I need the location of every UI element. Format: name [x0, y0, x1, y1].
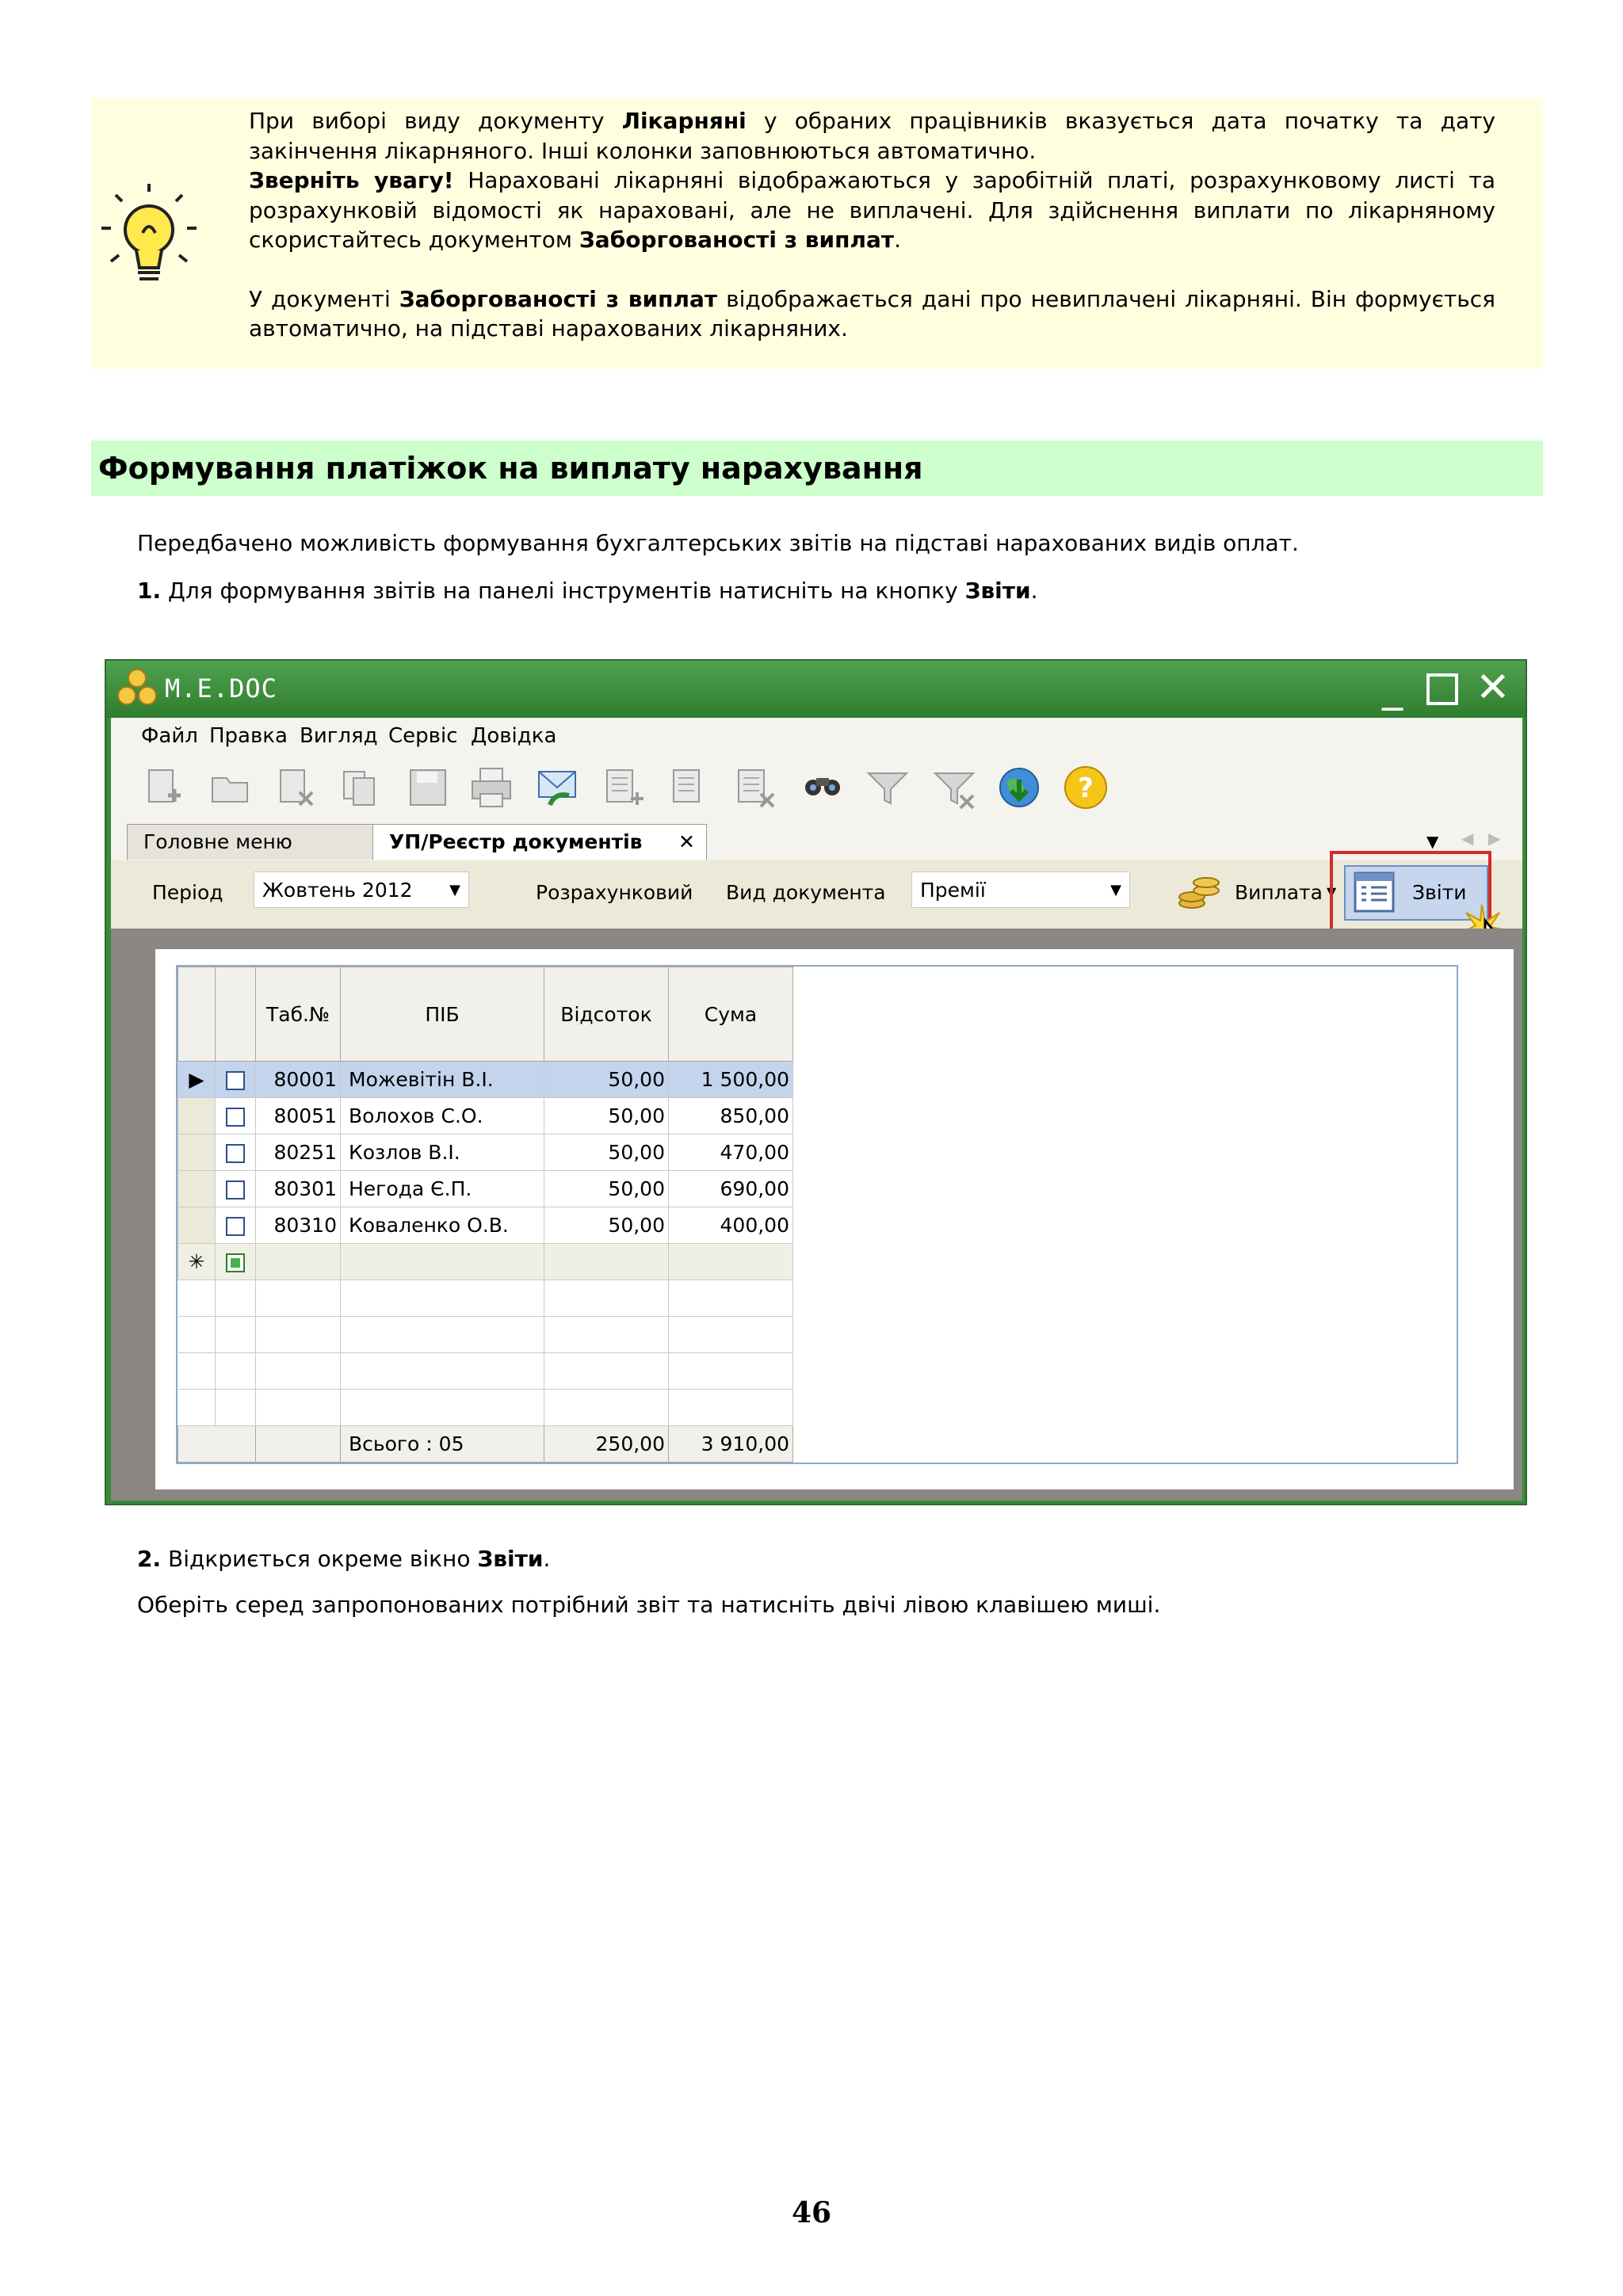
minimize-button[interactable]: _	[1382, 664, 1403, 711]
total-sum: 3 910,00	[669, 1426, 793, 1463]
step-2: 2. Відкриється окреме вікно Звіти.	[137, 1546, 551, 1572]
tab-main-menu[interactable]	[127, 824, 398, 860]
report-list-icon	[1350, 868, 1398, 916]
delete-document-icon[interactable]	[271, 764, 319, 811]
tab-number-cell: 80251	[256, 1135, 341, 1171]
name-cell: Можевітін В.І.	[341, 1062, 544, 1098]
table-row[interactable]	[178, 1062, 793, 1098]
document-type-select[interactable]	[911, 871, 1130, 908]
sum-cell: 400,00	[669, 1207, 793, 1244]
filter-icon[interactable]	[864, 764, 911, 811]
col-sum[interactable]: Сума	[669, 967, 793, 1062]
help-icon[interactable]	[1062, 764, 1109, 811]
coins-icon	[1174, 867, 1222, 914]
sum-cell: 850,00	[669, 1098, 793, 1135]
mail-refresh-icon[interactable]	[534, 764, 582, 811]
section-title: Формування платіжок на виплату нарахування	[98, 451, 923, 486]
open-folder-icon[interactable]	[206, 764, 254, 811]
intro-paragraph: Передбачено можливість формування бухгалтерських звітів на підставі нарахованих видів оплат.	[137, 530, 1299, 556]
app-title: M.E.DOC	[165, 673, 277, 704]
tab-scroll-left-icon[interactable]: ◀	[1461, 829, 1474, 848]
name-cell: Волохов С.О.	[341, 1098, 544, 1135]
edit-row-icon[interactable]	[666, 764, 713, 811]
new-row-asterisk-icon: ✳	[178, 1244, 216, 1280]
tab-scroll-right-icon[interactable]: ▶	[1488, 829, 1501, 848]
choose-report-paragraph: Оберіть серед запропонованих потрібний звіт та натисніть двічі лівою клавішею миші.	[137, 1592, 1161, 1618]
menu-service[interactable]: Сервіс	[388, 724, 458, 748]
percent-cell: 50,00	[544, 1171, 669, 1207]
row-checkbox[interactable]	[216, 1171, 256, 1207]
step-1: 1. Для формування звітів на панелі інструментів натисніть на кнопку Звіти.	[137, 578, 1038, 604]
employees-grid	[178, 967, 793, 1463]
tab-number-cell: 80001	[256, 1062, 341, 1098]
col-tab-number[interactable]: Таб.№	[256, 967, 341, 1062]
row-indicator	[178, 1098, 216, 1135]
chevron-down-icon: ▼	[1110, 882, 1121, 898]
table-row[interactable]	[178, 1135, 793, 1171]
title-bar	[106, 661, 1526, 718]
name-cell: Коваленко О.В.	[341, 1207, 544, 1244]
menu-view[interactable]: Вигляд	[300, 724, 378, 748]
row-checkbox[interactable]	[216, 1098, 256, 1135]
row-checkbox[interactable]	[216, 1135, 256, 1171]
table-row[interactable]	[178, 1098, 793, 1135]
tab-number-cell: 80301	[256, 1171, 341, 1207]
name-cell: Негода Є.П.	[341, 1171, 544, 1207]
table-row[interactable]	[178, 1171, 793, 1207]
reports-button-label: Звіти	[1412, 881, 1467, 904]
current-row-icon: ▶	[178, 1062, 216, 1098]
globe-update-icon[interactable]	[995, 764, 1043, 811]
period-label: Період	[152, 881, 223, 904]
row-indicator	[178, 1135, 216, 1171]
menu-help[interactable]: Довідка	[471, 724, 557, 748]
percent-cell: 50,00	[544, 1207, 669, 1244]
new-row[interactable]	[178, 1244, 793, 1280]
empty-cell[interactable]	[341, 1244, 544, 1280]
percent-cell: 50,00	[544, 1135, 669, 1171]
row-indicator	[178, 1207, 216, 1244]
app-logo-icon	[116, 667, 158, 710]
sum-cell: 690,00	[669, 1171, 793, 1207]
row-indicator-header	[178, 967, 216, 1062]
sum-cell: 1 500,00	[669, 1062, 793, 1098]
maximize-button[interactable]	[1426, 673, 1458, 705]
svg-text:?: ?	[1078, 772, 1094, 804]
chevron-down-icon: ▼	[449, 882, 460, 898]
save-icon[interactable]	[404, 764, 452, 811]
total-row	[178, 1426, 793, 1463]
copy-icon[interactable]	[336, 764, 384, 811]
empty-row	[178, 1317, 793, 1353]
tab-number-cell: 80310	[256, 1207, 341, 1244]
lightbulb-icon	[95, 181, 198, 292]
checkbox-header	[216, 967, 256, 1062]
payment-button[interactable]: Виплата	[1235, 881, 1323, 904]
total-label: Всього : 05	[341, 1426, 544, 1463]
col-name[interactable]: ПІБ	[341, 967, 544, 1062]
delete-row-icon[interactable]	[731, 764, 778, 811]
tab-document-registry[interactable]	[372, 824, 707, 860]
table-row[interactable]	[178, 1207, 793, 1244]
document-type-label: Вид документа	[726, 881, 886, 904]
close-tab-icon[interactable]: ✕	[678, 830, 695, 853]
menu-edit[interactable]: Правка	[209, 724, 288, 748]
empty-cell[interactable]	[256, 1244, 341, 1280]
menu-file[interactable]: Файл	[141, 724, 198, 748]
new-document-icon[interactable]	[139, 764, 187, 811]
payment-dropdown-icon[interactable]: ▼	[1327, 884, 1337, 899]
calculation-label[interactable]: Розрахунковий	[536, 881, 693, 904]
grid-header-row	[178, 967, 793, 1062]
percent-cell: 50,00	[544, 1098, 669, 1135]
name-cell: Козлов В.І.	[341, 1135, 544, 1171]
print-icon[interactable]	[468, 764, 515, 811]
tab-main-menu-label: Головне меню	[143, 830, 292, 853]
add-row-icon[interactable]	[599, 764, 647, 811]
row-checkbox[interactable]	[216, 1062, 256, 1098]
empty-row	[178, 1280, 793, 1317]
total-percent: 250,00	[544, 1426, 669, 1463]
page-number: 46	[791, 2196, 832, 2229]
close-button[interactable]: ✕	[1476, 664, 1510, 711]
empty-row	[178, 1390, 793, 1426]
sum-cell: 470,00	[669, 1135, 793, 1171]
percent-cell: 50,00	[544, 1062, 669, 1098]
new-row-checkbox[interactable]	[216, 1244, 256, 1280]
col-percent[interactable]: Відсоток	[544, 967, 669, 1062]
empty-row	[178, 1353, 793, 1390]
document-type-value: Премії	[920, 879, 986, 902]
clear-filter-icon[interactable]	[930, 764, 978, 811]
period-select[interactable]	[254, 871, 469, 908]
period-value: Жовтень 2012	[262, 879, 413, 902]
tab-number-cell: 80051	[256, 1098, 341, 1135]
tab-list-dropdown-icon[interactable]: ▼	[1426, 832, 1439, 851]
row-checkbox[interactable]	[216, 1207, 256, 1244]
empty-cell[interactable]	[669, 1244, 793, 1280]
empty-cell[interactable]	[544, 1244, 669, 1280]
binoculars-icon[interactable]	[799, 764, 846, 811]
tab-document-registry-label: УП/Реєстр документів	[389, 830, 643, 853]
tip-text: При виборі виду документу Лікарняні у обраних працівників вказується дата початку та дату закінчення лікарняного. Інші колонки заповнюються автоматично. Зверніть увагу! Нараховані лікарняні відображаються у заробітній платі, розрахунковому листі та розрахунковій відомості як нараховані, але не виплачені. Для здійснення виплати по лікарняному скористайтесь документом Заборгованості з виплат. У документі Заборгованості з виплат відображається дані про невиплачені лікарняні. Він формується автоматично, на підставі нарахованих лікарняних.	[249, 108, 1496, 341]
row-indicator	[178, 1171, 216, 1207]
